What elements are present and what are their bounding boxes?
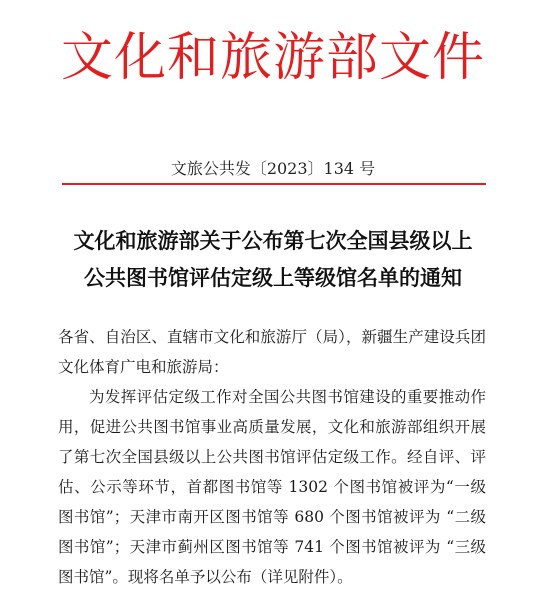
notice-title xyxy=(40,222,506,296)
salutation: 各省、自治区、直辖市文化和旅游厅（局），新疆生产建设兵团文化体育广电和旅游局： xyxy=(58,328,486,376)
notice-title-line-2: 公共图书馆评估定级上等级馆名单的通知 xyxy=(84,265,462,290)
notice-body xyxy=(58,322,486,592)
notice-title-line-1: 文化和旅游部关于公布第七次全国县级以上 xyxy=(73,228,473,253)
issuing-authority-header: 文化和旅游部文件 xyxy=(60,28,485,88)
body-paragraph: 为发挥评估定级工作对全国公共图书馆建设的重要推动作用，促进公共图书馆事业高质量发展，文化和旅游部组织开展了第七次全国县级以上公共图书馆评估定级工作。经自评、评估、公示等环节，首都图书馆等 1302 个图书馆被评为“一级图书馆”；天津市南开区图书馆等 680 个图书馆被评为 “二级图书馆”；天津市蓟州区图书馆等 741 个图书馆被评为 “三级图书馆”。现将名单予以公布（详见附件）。 xyxy=(58,388,486,586)
document-number: 文旅公共发〔2023〕134 号 xyxy=(170,159,376,178)
red-divider-line xyxy=(62,183,486,185)
